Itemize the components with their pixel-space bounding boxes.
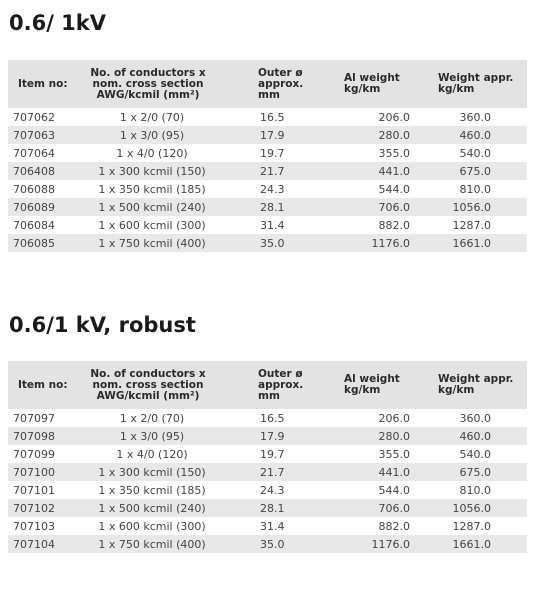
table-row [8, 481, 527, 499]
cell-item-no: 707102 [13, 501, 55, 515]
cell-weight: 810.0 [459, 483, 491, 497]
cable-spec-table [8, 361, 527, 553]
header-outer-diameter: Outer ø approx. mm [258, 66, 304, 101]
cell-outer-diameter: 35.0 [260, 537, 285, 551]
cell-item-no: 706084 [13, 218, 55, 232]
cell-conductors: 1 x 350 kcmil (185) [98, 182, 206, 196]
table-body [8, 409, 527, 553]
cell-conductors: 1 x 600 kcmil (300) [98, 218, 206, 232]
cell-al-weight: 206.0 [378, 411, 410, 425]
table-row [8, 535, 527, 553]
cell-weight: 1661.0 [452, 537, 491, 551]
cell-outer-diameter: 16.5 [260, 411, 285, 425]
cell-conductors: 1 x 750 kcmil (400) [98, 537, 206, 551]
table-row [8, 162, 527, 180]
cell-conductors: 1 x 500 kcmil (240) [98, 501, 206, 515]
cell-outer-diameter: 21.7 [260, 164, 285, 178]
cell-outer-diameter: 19.7 [260, 447, 285, 461]
cell-al-weight: 706.0 [378, 501, 410, 515]
cell-weight: 360.0 [459, 110, 491, 124]
cell-item-no: 707063 [13, 128, 55, 142]
cell-weight: 460.0 [459, 128, 491, 142]
cell-conductors: 1 x 2/0 (70) [119, 110, 185, 124]
section-standard [8, 8, 527, 252]
cell-weight: 675.0 [459, 465, 491, 479]
cell-item-no: 706408 [13, 164, 55, 178]
header-weight: Weight appr. kg/km [438, 373, 514, 396]
cell-weight: 1287.0 [452, 519, 491, 533]
cell-al-weight: 882.0 [378, 519, 410, 533]
cell-outer-diameter: 35.0 [260, 236, 285, 250]
section-title: 0.6/ 1kV [9, 11, 107, 35]
cell-conductors: 1 x 300 kcmil (150) [98, 465, 206, 479]
header-conductors: No. of conductors x nom. cross section AWG/kcmil (mm²) [90, 66, 206, 101]
cell-outer-diameter: 21.7 [260, 465, 285, 479]
section-robust [8, 310, 527, 553]
cell-conductors: 1 x 2/0 (70) [119, 411, 185, 425]
cell-al-weight: 441.0 [378, 465, 410, 479]
table-header-row [8, 60, 527, 108]
cell-al-weight: 280.0 [378, 429, 410, 443]
table-row [8, 126, 527, 144]
cell-conductors: 1 x 4/0 (120) [116, 146, 188, 160]
cell-al-weight: 280.0 [378, 128, 410, 142]
cell-item-no: 706088 [13, 182, 55, 196]
cell-weight: 1661.0 [452, 236, 491, 250]
cell-outer-diameter: 31.4 [260, 218, 285, 232]
cell-al-weight: 1176.0 [371, 236, 410, 250]
table-row [8, 517, 527, 535]
cell-conductors: 1 x 750 kcmil (400) [98, 236, 206, 250]
table-header-row [8, 361, 527, 409]
header-item-no: Item no: [18, 77, 68, 90]
cell-item-no: 707104 [13, 537, 55, 551]
header-item-no: Item no: [18, 378, 68, 391]
cell-outer-diameter: 17.9 [260, 429, 285, 443]
cell-weight: 675.0 [459, 164, 491, 178]
cell-item-no: 707103 [13, 519, 55, 533]
cell-al-weight: 355.0 [378, 447, 410, 461]
header-outer-diameter: Outer ø approx. mm [258, 367, 304, 402]
cell-item-no: 707098 [13, 429, 55, 443]
table-body [8, 108, 527, 252]
table-row [8, 108, 527, 126]
cell-outer-diameter: 28.1 [260, 200, 285, 214]
cell-weight: 810.0 [459, 182, 491, 196]
cell-item-no: 707101 [13, 483, 55, 497]
cell-conductors: 1 x 4/0 (120) [116, 447, 188, 461]
cell-conductors: 1 x 350 kcmil (185) [98, 483, 206, 497]
header-conductors: No. of conductors x nom. cross section AWG/kcmil (mm²) [90, 367, 206, 402]
table-row [8, 180, 527, 198]
table-row [8, 198, 527, 216]
cell-al-weight: 544.0 [378, 182, 410, 196]
cell-conductors: 1 x 600 kcmil (300) [98, 519, 206, 533]
table-row [8, 409, 527, 427]
cell-outer-diameter: 24.3 [260, 483, 285, 497]
cell-al-weight: 441.0 [378, 164, 410, 178]
table-row [8, 234, 527, 252]
cell-outer-diameter: 24.3 [260, 182, 285, 196]
cell-item-no: 707097 [13, 411, 55, 425]
cell-conductors: 1 x 3/0 (95) [119, 429, 185, 443]
cell-item-no: 707099 [13, 447, 55, 461]
cell-conductors: 1 x 500 kcmil (240) [98, 200, 206, 214]
table-row [8, 144, 527, 162]
cell-weight: 460.0 [459, 429, 491, 443]
cell-weight: 1056.0 [452, 501, 491, 515]
cell-outer-diameter: 17.9 [260, 128, 285, 142]
cell-al-weight: 882.0 [378, 218, 410, 232]
section-title: 0.6/1 kV, robust [9, 313, 196, 337]
cell-al-weight: 206.0 [378, 110, 410, 124]
cell-outer-diameter: 28.1 [260, 501, 285, 515]
cell-al-weight: 355.0 [378, 146, 410, 160]
cell-item-no: 707062 [13, 110, 55, 124]
cell-outer-diameter: 16.5 [260, 110, 285, 124]
header-weight: Weight appr. kg/km [438, 72, 514, 95]
cell-weight: 360.0 [459, 411, 491, 425]
cable-spec-table [8, 60, 527, 252]
table-row [8, 499, 527, 517]
table-row [8, 216, 527, 234]
cell-al-weight: 1176.0 [371, 537, 410, 551]
cell-item-no: 707100 [13, 465, 55, 479]
cell-al-weight: 706.0 [378, 200, 410, 214]
table-row [8, 427, 527, 445]
cell-outer-diameter: 19.7 [260, 146, 285, 160]
cell-item-no: 706085 [13, 236, 55, 250]
cell-outer-diameter: 31.4 [260, 519, 285, 533]
cell-weight: 1056.0 [452, 200, 491, 214]
cell-weight: 1287.0 [452, 218, 491, 232]
header-al-weight: Al weight kg/km [344, 373, 400, 396]
header-al-weight: Al weight kg/km [344, 72, 400, 95]
cell-item-no: 706089 [13, 200, 55, 214]
cell-conductors: 1 x 3/0 (95) [119, 128, 185, 142]
cell-item-no: 707064 [13, 146, 55, 160]
cell-conductors: 1 x 300 kcmil (150) [98, 164, 206, 178]
cell-weight: 540.0 [459, 146, 491, 160]
table-row [8, 463, 527, 481]
cell-weight: 540.0 [459, 447, 491, 461]
cell-al-weight: 544.0 [378, 483, 410, 497]
table-row [8, 445, 527, 463]
